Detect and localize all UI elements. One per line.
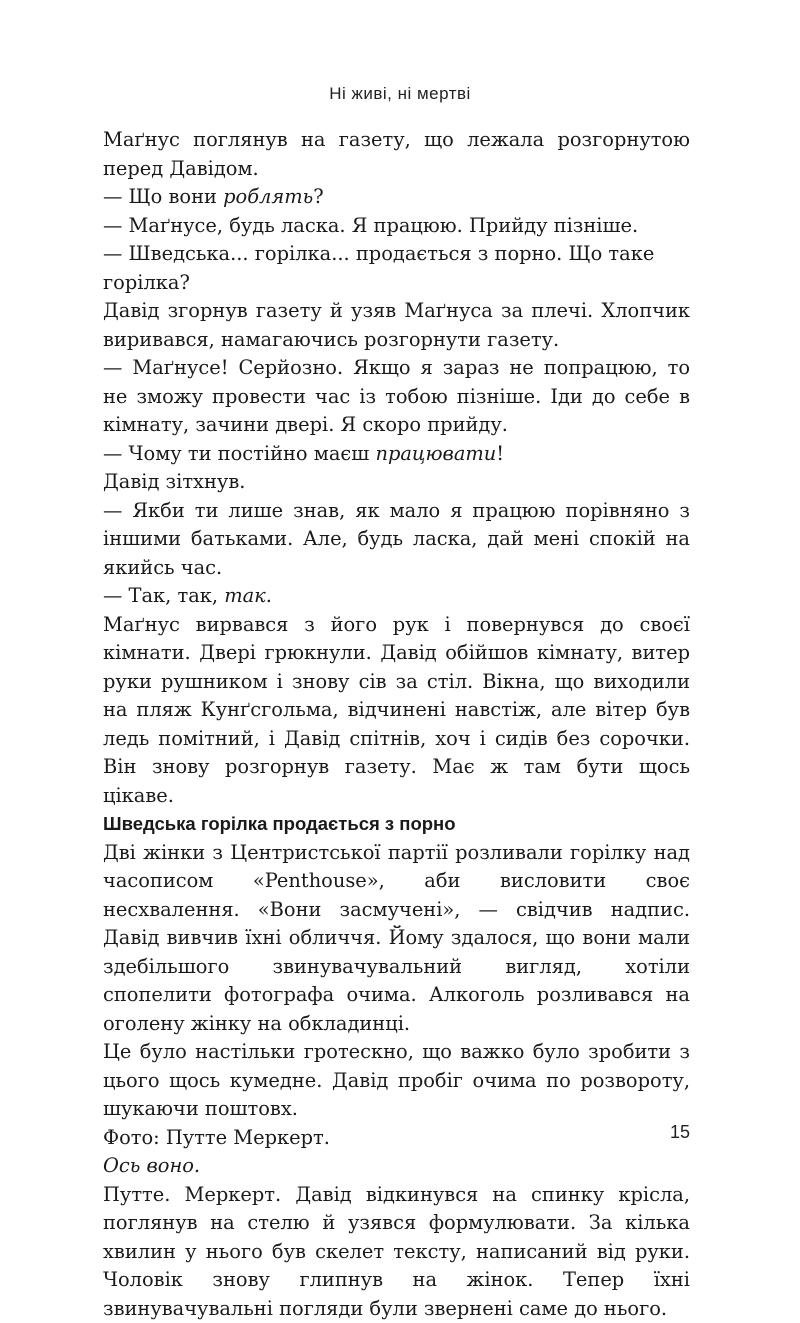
paragraph: Дві жінки з Центристської партії розливали горілку над часописом «Penthouse», аби висловити своє несхвалення. «Вони засмучені», — свідчив надпис. Давід вивчив їхні обличчя. Йому здалося, що вони мали здебільшого звинувачувальний вигляд, хотіли спопелити фотографа очима. Алкоголь розливався на оголену жінку на обкладинці. (103, 839, 690, 1039)
running-head: Ні живі, ні мертві (0, 84, 800, 104)
paragraph: Маґнус поглянув на газету, що лежала розгорнутою перед Давідом. (103, 126, 690, 183)
paragraph: Давід зітхнув. (103, 468, 690, 497)
emphasis: Ось воно. (103, 1154, 200, 1177)
emphasis: працювати (375, 442, 496, 465)
paragraph: — Шведська... горілка... продається з порно. Що таке горілка? (103, 240, 690, 297)
emphasis: роблять (223, 185, 313, 208)
paragraph (103, 582, 690, 611)
text-run: ? (313, 185, 323, 208)
paragraph: Це було настільки гротескно, що важко було зробити з цього щось кумедне. Давід пробіг очима по розвороту, шукаючи поштовх. (103, 1038, 690, 1124)
paragraph (103, 440, 690, 469)
paragraph: Давід згорнув газету й узяв Маґнуса за плечі. Хлопчик виривався, намагаючись розгорнути газету. (103, 297, 690, 354)
page-number: 15 (650, 1122, 690, 1143)
text-run: ! (496, 442, 504, 465)
text-run: — Що вони (103, 185, 223, 208)
paragraph (103, 183, 690, 212)
newspaper-headline: Шведська горілка продається з порно (103, 810, 690, 839)
paragraph: Фото: Путте Меркерт. (103, 1124, 690, 1153)
emphasis: так. (224, 584, 272, 607)
paragraph: — Маґнусе! Серйозно. Якщо я зараз не попрацюю, то не зможу провести час із тобою пізніше. Іди до себе в кімнату, зачини двері. Я скоро прийду. (103, 354, 690, 440)
paragraph (103, 1152, 690, 1181)
paragraph: Маґнус вирвався з його рук і повернувся до своєї кімнати. Двері грюкнули. Давід обійшов кімнату, витер руки рушником і знову сів за стіл. Вікна, що виходили на пляж Кунґсгольма, відчинені навстіж, але вітер був ледь помітний, і Давід спітнів, хоч і сидів без сорочки. Він знову розгорнув газету. Має ж там бути щось цікаве. (103, 611, 690, 811)
paragraph: — Маґнусе, будь ласка. Я працюю. Прийду пізніше. (103, 212, 690, 241)
paragraph: — Якби ти лише знав, як мало я працюю порівняно з іншими батьками. Але, будь ласка, дай мені спокій на якийсь час. (103, 497, 690, 583)
text-run: — Чому ти постійно маєш (103, 442, 375, 465)
text-run: — Так, так, (103, 584, 224, 607)
body-text (103, 126, 690, 1323)
paragraph: Путте. Меркерт. Давід відкинувся на спинку крісла, поглянув на стелю й узявся формулювати. За кілька хвилин у нього був скелет тексту, написаний від руки. Чоловік знову глипнув на жінок. Тепер їхні звинувачувальні погляди були звернені саме до нього. (103, 1181, 690, 1323)
